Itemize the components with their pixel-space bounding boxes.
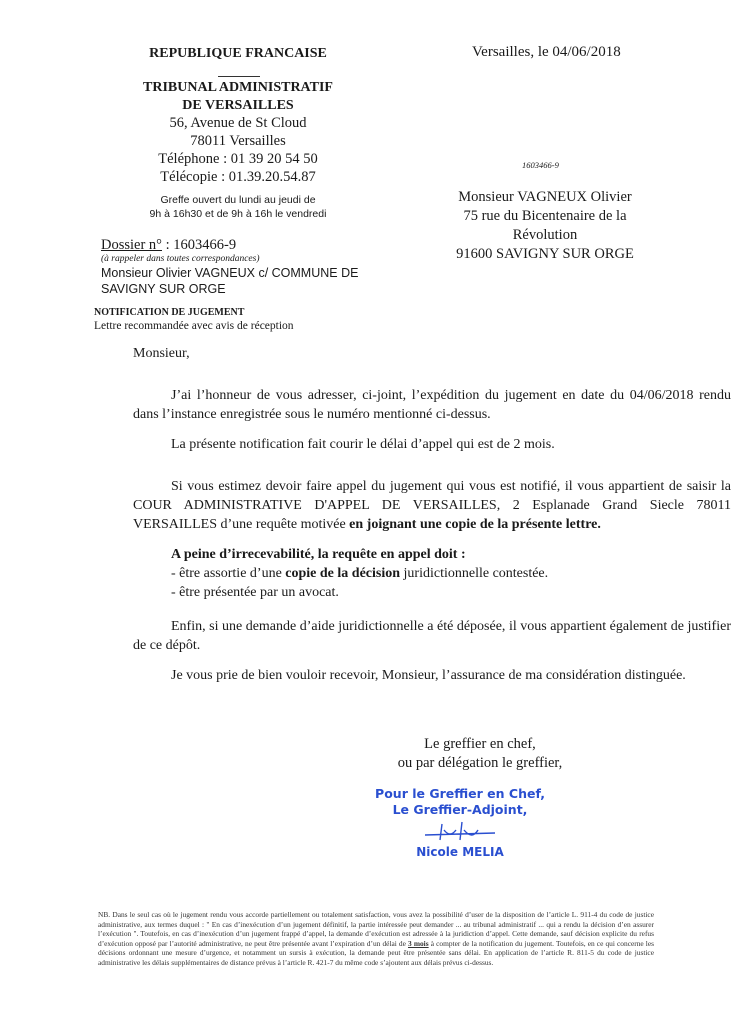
recipient-street1: 75 rue du Bicentenaire de la bbox=[463, 208, 627, 224]
republic-heading: REPUBLIQUE FRANCAISE bbox=[149, 46, 327, 61]
recipient-name: Monsieur VAGNEUX Olivier bbox=[458, 189, 632, 205]
parties-line2: SAVIGNY SUR ORGE bbox=[101, 282, 226, 296]
parties-line1: Monsieur Olivier VAGNEUX c/ COMMUNE DE bbox=[101, 266, 359, 280]
stamp-line2: Le Greffier-Adjoint, bbox=[392, 802, 528, 817]
reference-small: 1603466-9 bbox=[522, 160, 559, 170]
signature-stamp bbox=[360, 786, 560, 860]
paragraph-2: La présente notification fait courir le délai d’appel qui est de 2 mois. bbox=[171, 437, 555, 452]
signature-line1: Le greffier en chef, bbox=[424, 736, 536, 752]
paragraph-3-emphasis: en joignant une copie de la présente lettre bbox=[349, 517, 598, 532]
date-place: Versailles, le 04/06/2018 bbox=[472, 44, 621, 60]
recipient-city: 91600 SAVIGNY SUR ORGE bbox=[456, 246, 634, 262]
court-address: 56, Avenue de St Cloud bbox=[169, 115, 307, 131]
recipient-address bbox=[420, 188, 670, 264]
paragraph-3-text: Si vous estimez devoir faire appel du jugement qui vous est notifié, il vous appartient de saisir la COUR ADMINISTRATIVE D'APPEL DE VERSAILLES, 2 Esplanade Grand Siecle 78011 VERSAILLES d’une requête motivée bbox=[133, 479, 731, 532]
court-name-line1: TRIBUNAL ADMINISTRATIF bbox=[143, 80, 333, 95]
signature-block bbox=[360, 735, 600, 773]
paragraph-6: Je vous prie de bien vouloir recevoir, Monsieur, l’assurance de ma considération distinguée. bbox=[171, 668, 686, 683]
court-fax: Télécopie : 01.39.20.54.87 bbox=[160, 169, 316, 185]
requirement-2: - être présentée par un avocat. bbox=[171, 585, 339, 600]
court-phone: Téléphone : 01 39 20 54 50 bbox=[158, 151, 318, 167]
footnote-text: NB. Dans le seul cas où le jugement rendu vous accorde partiellement ou totalement satisfaction, vous avez la possibilité d’user de la disposition de l’article L. 911-4 du code de justice administrative, aux termes duquel : " En cas d’inexécution d’un jugement définitif, la partie intéressée peut demander ... au tribunal administratif ... qui a rendu la décision d’en assurer l’exécution ". Toutefois, en cas d’inexécution d’un jugement frappé d’appel, la demande d’exécution est adressée à la juridiction d’appel. Cette demande, sauf décision explicite du refus d’exécution opposé par l’autorité administrative, ne peut être présentée avant l’expiration d’un délai de bbox=[98, 910, 654, 948]
footnote-emphasis: 3 mois bbox=[408, 938, 429, 948]
paragraph-3-end: . bbox=[597, 517, 601, 532]
dossier-note: (à rappeler dans toutes correspondances) bbox=[101, 254, 260, 264]
divider bbox=[218, 76, 260, 77]
requirement-1-text: - être assortie d’une bbox=[171, 566, 286, 581]
stamp-name: Nicole MELIA bbox=[416, 845, 504, 859]
delivery-mode: Lettre recommandée avec avis de réception bbox=[94, 320, 294, 332]
paragraph-1: J’ai l’honneur de vous adresser, ci-joint, l’expédition du jugement en date du 04/06/2018 rendu dans l’instance enregistrée sous le numéro mentionné ci-dessus. bbox=[133, 388, 731, 422]
paragraph-4 bbox=[133, 545, 731, 602]
dossier-number: : 1603466-9 bbox=[161, 237, 237, 253]
requirement-1 bbox=[171, 564, 731, 583]
handwritten-signature bbox=[420, 818, 500, 844]
subject-title: NOTIFICATION DE JUGEMENT bbox=[94, 307, 245, 318]
requirement-1-emphasis: copie de la décision bbox=[285, 566, 401, 581]
paragraph-3 bbox=[133, 477, 731, 534]
footnote-text-end: à compter de la notification du jugement. Toutefois, en ce qui concerne les décisions ordonnant une mesure d’urgence, et notamment un sursis à exécution, la demande peut être présentée sans délai. En application de l’article R. 811-5 du code de justice administrative les délais supplémentaires de distance prévus à l’article R. 421-7 du même code s’ajoutent aux délais prévus ci-dessus. bbox=[98, 938, 655, 967]
salutation: Monsieur, bbox=[133, 346, 190, 361]
stamp-line1: Pour le Greffier en Chef, bbox=[375, 786, 545, 801]
requirement-1-end: juridictionnelle contestée. bbox=[400, 566, 549, 581]
office-hours-line2: 9h à 16h30 et de 9h à 16h le vendredi bbox=[149, 208, 327, 220]
dossier-block bbox=[101, 236, 358, 297]
paragraph-5: Enfin, si une demande d’aide juridictionnelle a été déposée, il vous appartient également de justifier de ce dépôt. bbox=[133, 619, 731, 653]
subject-block bbox=[94, 306, 294, 333]
court-name-line2: DE VERSAILLES bbox=[182, 98, 294, 113]
requirements-title: A peine d’irrecevabilité, la requête en appel doit : bbox=[171, 547, 466, 562]
dossier-label: Dossier n° bbox=[101, 237, 162, 253]
footnote bbox=[98, 910, 654, 968]
court-city: 78011 Versailles bbox=[190, 133, 286, 149]
signature-line2: ou par délégation le greffier, bbox=[397, 755, 563, 771]
recipient-street2: Révolution bbox=[512, 227, 578, 243]
office-hours-line1: Greffe ouvert du lundi au jeudi de bbox=[160, 194, 316, 206]
